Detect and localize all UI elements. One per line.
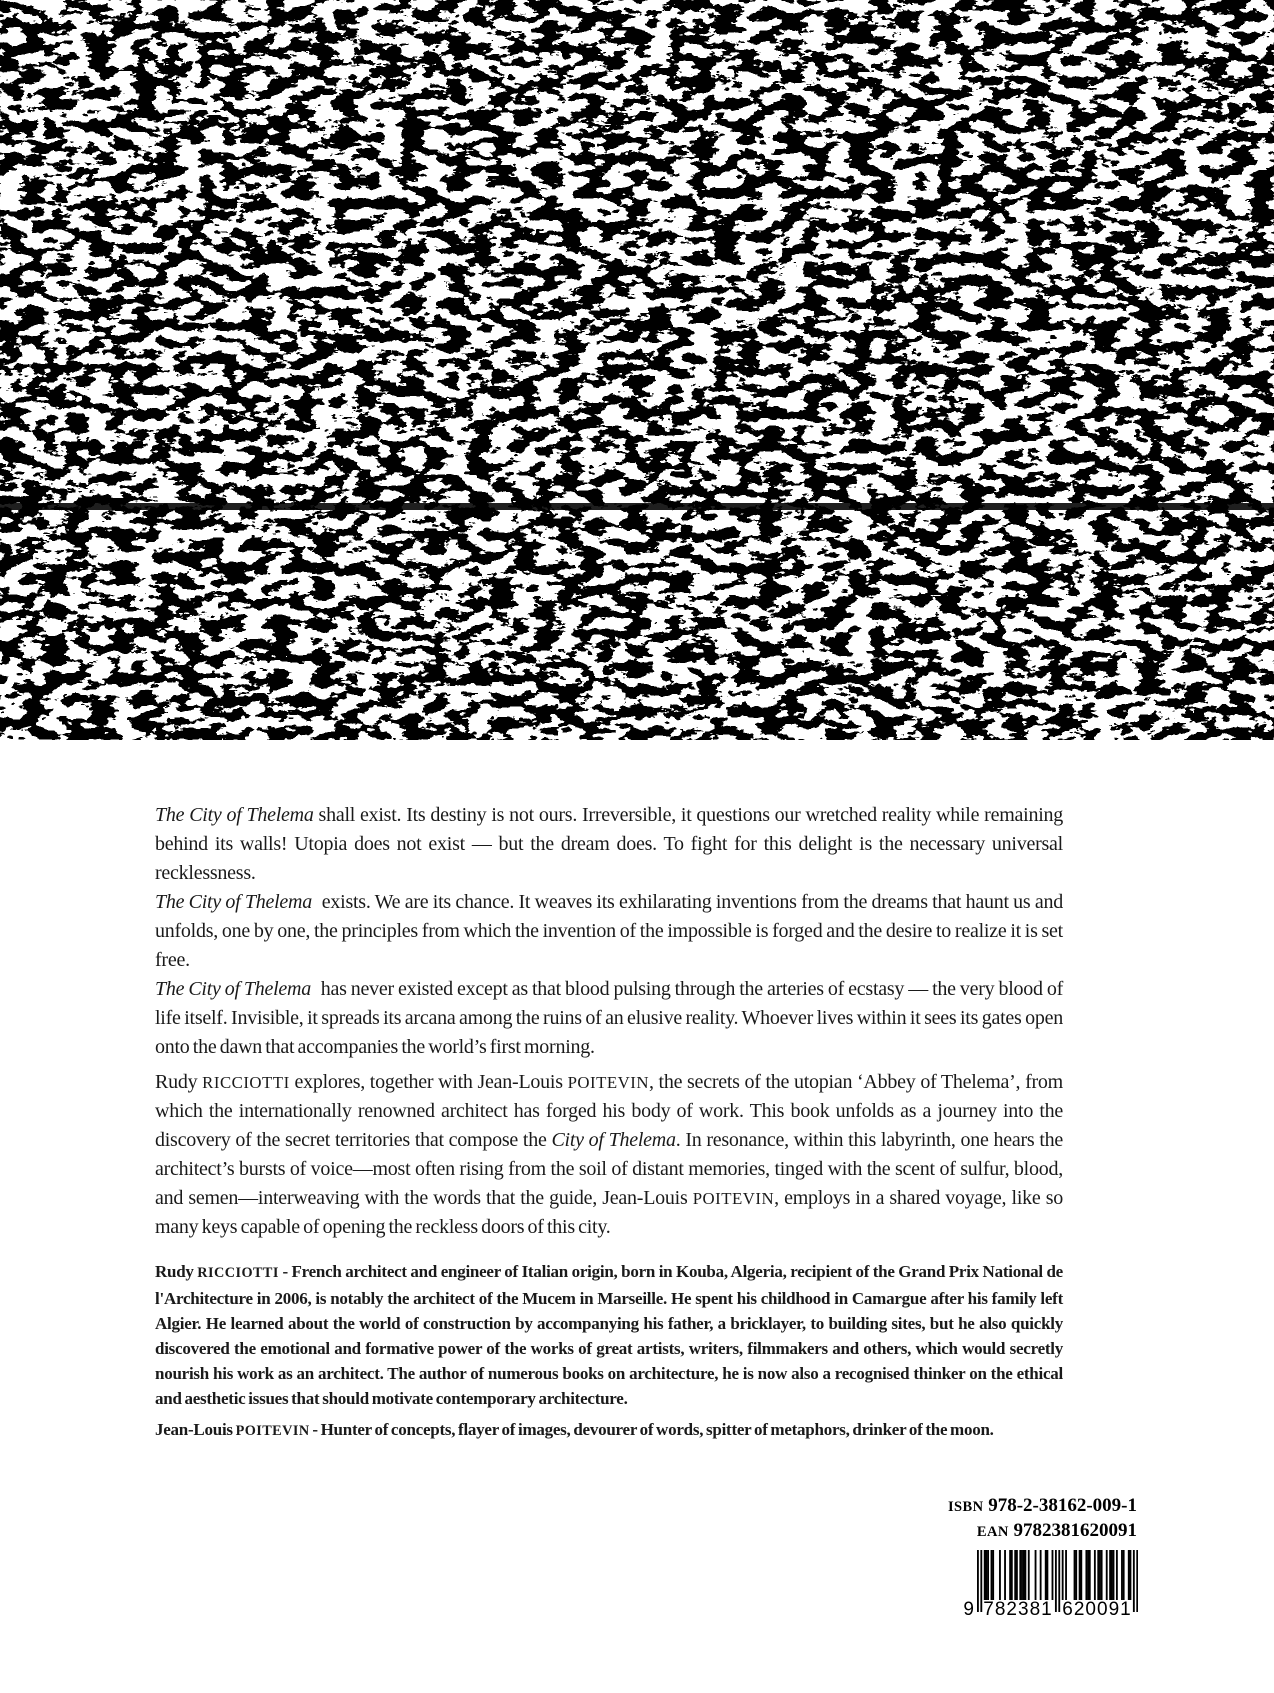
barcode-first-digit: 9 <box>963 1599 974 1620</box>
back-cover-text <box>155 801 1063 1444</box>
synopsis-paragraph-2: The City of Thelema exists. We are its chance. It weaves its exhilarating inventions from the dreams that haunt us and unfolds, one by one, the principles from which the invention of the impossible is forged and the desire to realize it is set free. <box>155 891 1064 971</box>
ean-value: 9782381620091 <box>1013 1520 1137 1541</box>
book-description-paragraph: Rudy RICCIOTTI explores, together with Jean-Louis POITEVIN, the secrets of the utopian ‘Abbey of Thelema’, from which the internationally renowned architect has forged his body of work. This book unfolds as a journey into the discovery of the secret territories that compose the City of Thelema. In resonance, within this labyrinth, one hears the architect’s bursts of voice—most often rising from the soil of distant memories, tinged with the scent of sulfur, blood, and semen—interweaving with the words that the guide, Jean-Louis POITEVIN, employs in a shared voyage, like so many keys capable of opening the reckless doors of this city. <box>155 1071 1064 1238</box>
barcode-left-digit-group: 782381 <box>983 1599 1053 1620</box>
author-bio-ricciotti: Rudy RICCIOTTI - French architect and engineer of Italian origin, born in Kouba, Algeria, recipient of the Grand Prix National de l'Architecture in 2006, is notably the architect of the Mucem in Marseille. He spent his childhood in Camargue after his family left Algier. He learned about the world of construction by accompanying his father, a bricklayer, to building sites, but he also quickly discovered the emotional and formative power of the works of great artists, writers, filmmakers and others, which would secretly nourish his work as an architect. The author of numerous books on architecture, he is now also a recognised thinker on the ethical and aesthetic issues that should motivate contemporary architecture. <box>155 1262 1063 1408</box>
synopsis-paragraph-3: The City of Thelema has never existed except as that blood pulsing through the arteries of ecstasy — the very blood of life itself. Invisible, it spreads its arcana among the ruins of an elusive reality. Whoever lives within it sees its gates open onto the dawn that accompanies the world’s first morning. <box>155 978 1063 1058</box>
etched-noise-texture <box>0 0 1274 740</box>
isbn-label: ISBN <box>947 1499 984 1515</box>
texture-seam <box>0 503 1274 510</box>
ean-label: EAN <box>976 1524 1009 1540</box>
isbn-value: 978-2-38162-009-1 <box>988 1495 1137 1516</box>
cover-texture-image <box>0 0 1274 740</box>
ean-line <box>948 1519 1137 1544</box>
barcode-right-digit-group: 620091 <box>1062 1599 1132 1620</box>
synopsis-paragraph-1: The City of Thelema shall exist. Its destiny is not ours. Irreversible, it questions our wretched reality while remaining behind its walls! Utopia does not exist — but the dream does. To fight for this delight is the necessary universal recklessness. <box>155 804 1063 884</box>
author-bio-poitevin: Jean-Louis POITEVIN - Hunter of concepts, flayer of images, devourer of words, spitter of metaphors, drinker of the moon. <box>155 1420 994 1439</box>
isbn-line <box>948 1494 1137 1519</box>
isbn-block <box>948 1494 1137 1544</box>
